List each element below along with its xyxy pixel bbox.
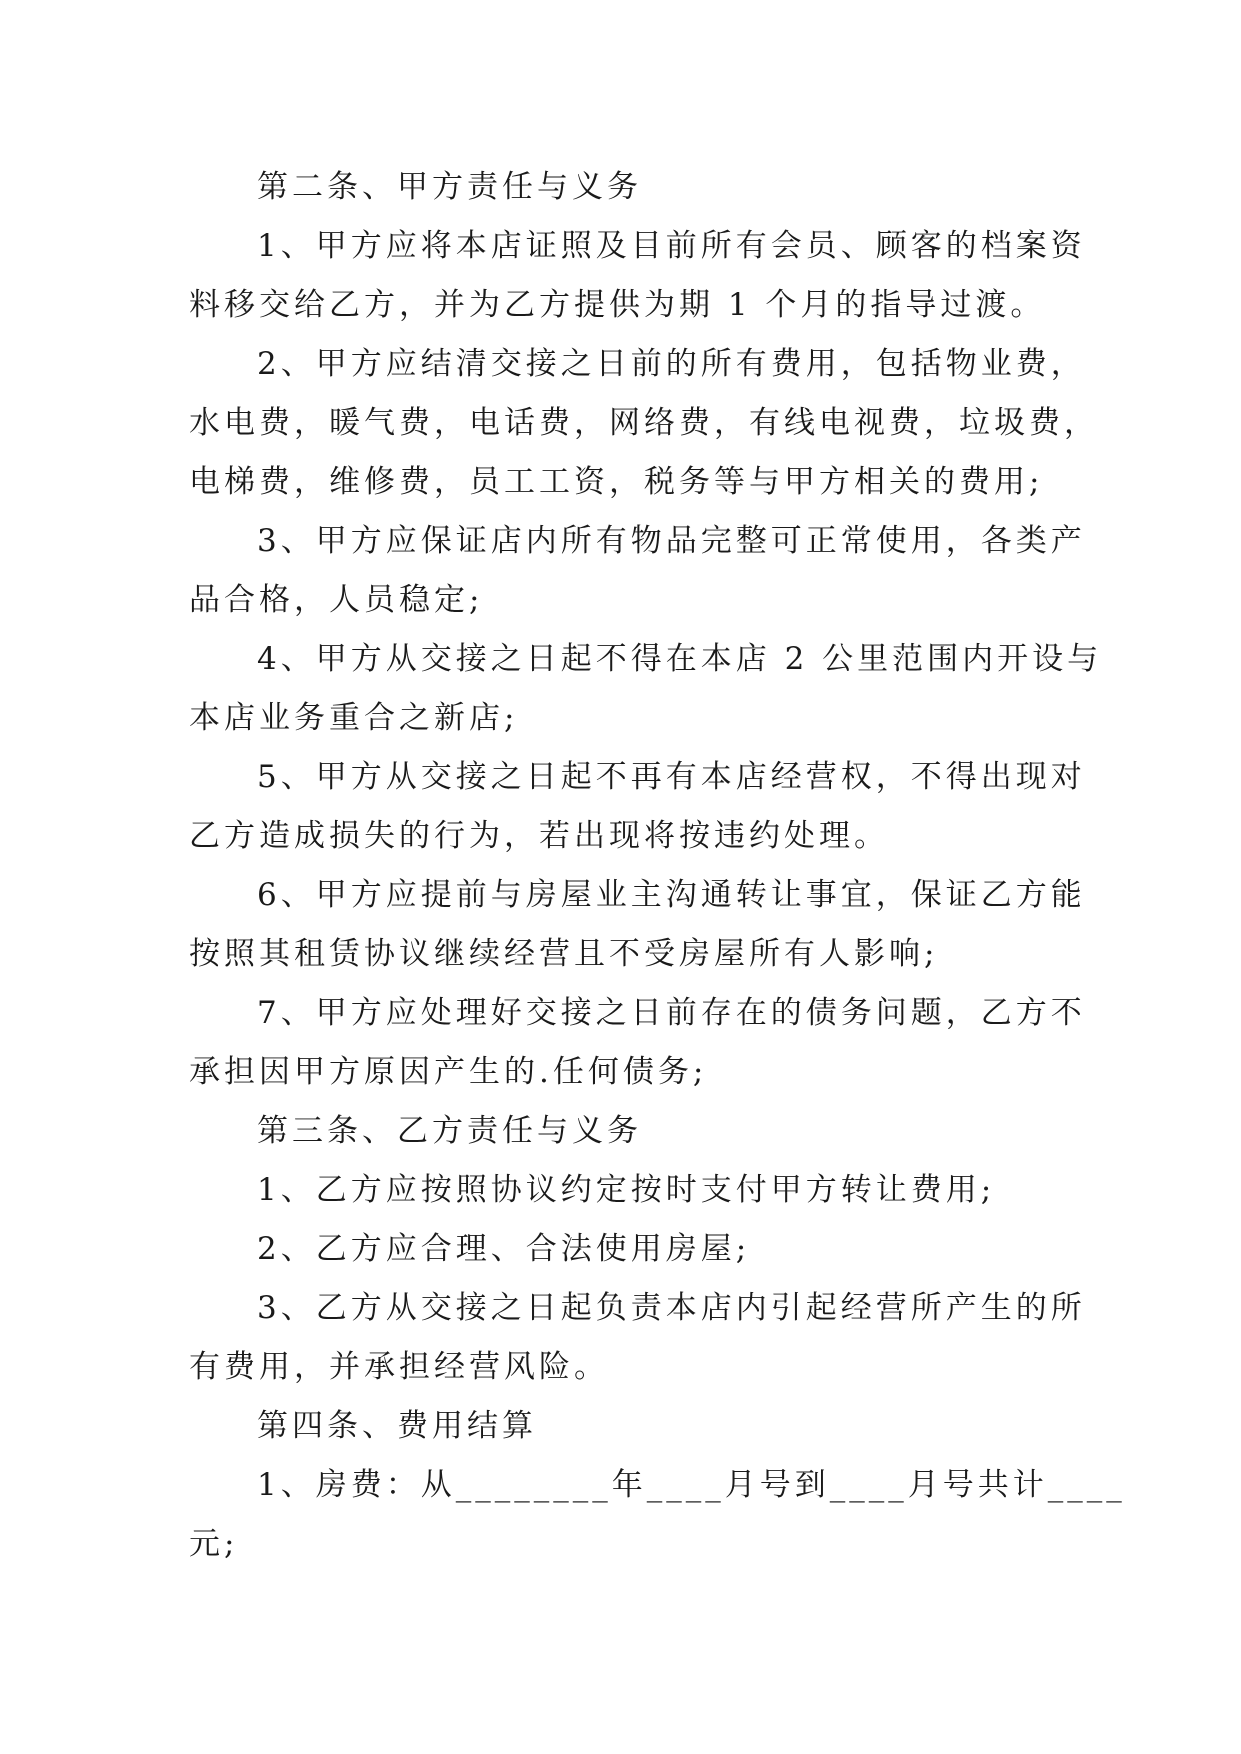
paragraph-continuation-line: 品合格，人员稳定; (189, 582, 484, 618)
paragraph-continuation-line: 乙方造成损失的行为，若出现将按违约处理。 (189, 818, 889, 854)
paragraph-first-line: 4、甲方从交接之日起不得在本店 2 公里范围内开设与 (257, 641, 1103, 677)
paragraph-first-line: 第二条、甲方责任与义务 (257, 169, 642, 205)
paragraph-first-line: 1、房费：从________年____月号到____月号共计____ (257, 1467, 1126, 1503)
paragraph-first-line: 第四条、费用结算 (257, 1408, 537, 1444)
paragraph-continuation-line: 按照其租赁协议继续经营且不受房屋所有人影响; (189, 936, 939, 972)
paragraph-first-line: 1、甲方应将本店证照及目前所有会员、顾客的档案资 (257, 228, 1086, 264)
paragraph-first-line: 6、甲方应提前与房屋业主沟通转让事宜，保证乙方能 (257, 877, 1086, 913)
paragraph-continuation-line: 有费用，并承担经营风险。 (189, 1349, 609, 1385)
paragraph-continuation-line: 本店业务重合之新店; (189, 700, 519, 736)
paragraph-continuation-line: 料移交给乙方，并为乙方提供为期 1 个月的指导过渡。 (189, 287, 1046, 323)
paragraph-first-line: 2、甲方应结清交接之日前的所有费用，包括物业费， (257, 346, 1086, 382)
paragraph-first-line: 2、乙方应合理、合法使用房屋; (257, 1231, 751, 1267)
paragraph-first-line: 3、甲方应保证店内所有物品完整可正常使用，各类产 (257, 523, 1086, 559)
paragraph-first-line: 5、甲方从交接之日起不再有本店经营权，不得出现对 (257, 759, 1086, 795)
paragraph-continuation-line: 元; (189, 1526, 239, 1562)
paragraph-first-line: 3、乙方从交接之日起负责本店内引起经营所产生的所 (257, 1290, 1086, 1326)
paragraph-first-line: 1、乙方应按照协议约定按时支付甲方转让费用; (257, 1172, 996, 1208)
paragraph-first-line: 第三条、乙方责任与义务 (257, 1113, 642, 1149)
paragraph-continuation-line: 承担因甲方原因产生的.任何债务; (189, 1054, 708, 1090)
paragraph-first-line: 7、甲方应处理好交接之日前存在的债务问题，乙方不 (257, 995, 1086, 1031)
document-body (189, 158, 1126, 1574)
paragraph-continuation-line: 电梯费，维修费，员工工资，税务等与甲方相关的费用; (189, 464, 1044, 500)
paragraph-continuation-line: 水电费，暖气费，电话费，网络费，有线电视费，垃圾费， (189, 405, 1099, 441)
